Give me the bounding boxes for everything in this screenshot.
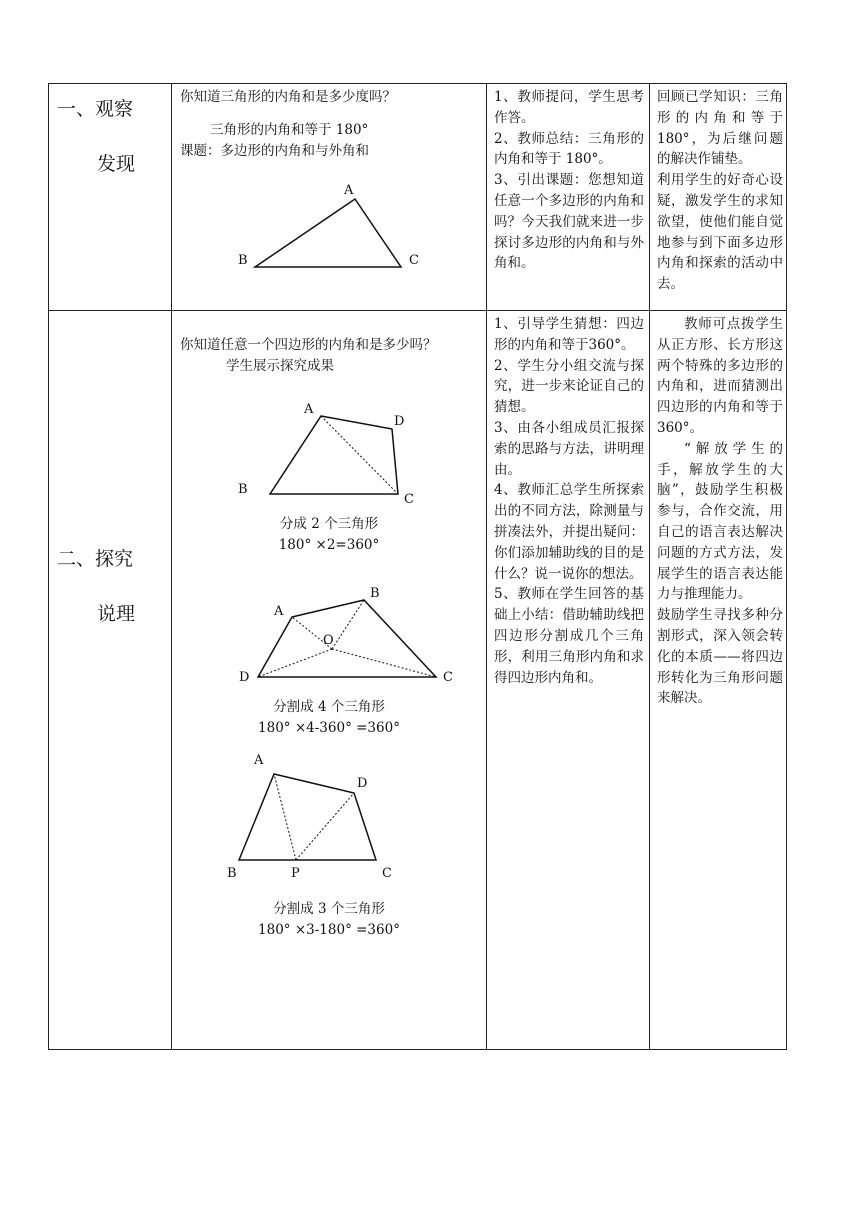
- row1-teacher-activity: [494, 87, 644, 274]
- quadrilateral-abcd: [258, 600, 436, 677]
- vertex-label-b: B: [370, 586, 380, 601]
- teacher-step-3: 3、引出课题：您想知道任意一个多边形的内角和吗？今天我们就来进一步探讨多边形的内角和与外角和。: [494, 172, 644, 272]
- column-divider: [171, 84, 172, 1049]
- topic-text: 课题：多边形的内角和与外角和: [180, 142, 369, 159]
- segment-oc: [332, 649, 436, 677]
- column-divider: [649, 84, 650, 1049]
- quadrilateral-figure-side-point: [224, 749, 464, 884]
- triangle-fact: 三角形的内角和等于 180°: [210, 121, 369, 138]
- intent-paragraph-2: 利用学生的好奇心设疑，激发学生的求知欲望，使他们能自觉地参与到下面多边形内角和探索的活动中去。: [657, 172, 783, 293]
- vertex-label-d: D: [239, 670, 250, 684]
- stage-line-1: 一、观察: [57, 98, 134, 120]
- intent-paragraph-2: “解放学生的手，解放学生的大脑”，鼓励学生积极参与，合作交流，用自己的语言表达解决问题的方式方法，发展学生的语言表达能力与推理能力。: [657, 440, 783, 603]
- teacher-step-5: 5、教师在学生回答的基础上小结：借助辅助线把四边形分割成几个三角形，利用三角形内角和求得四边形内角和。: [494, 586, 644, 686]
- prompt-text: 学生展示探究成果: [226, 357, 334, 374]
- teacher-step-1: 1、教师提问，学生思考作答。: [494, 89, 644, 126]
- segment-od: [258, 649, 332, 677]
- fig1-caption-block: [209, 514, 449, 556]
- teacher-step-2: 2、学生分小组交流与探究，进一步来论证自己的猜想。: [494, 357, 644, 416]
- fig3-caption: 分割成 3 个三角形: [273, 901, 385, 917]
- stage-label-explore: [57, 546, 169, 628]
- stage-line-1: 二、探究: [57, 548, 134, 570]
- vertex-label-b: B: [238, 482, 248, 497]
- segment-ob: [332, 600, 364, 649]
- row1-design-intent: [657, 87, 783, 295]
- vertex-label-c: C: [443, 670, 453, 684]
- question-text: 你知道三角形的内角和是多少度吗？: [180, 89, 396, 105]
- fig3-caption-block: [209, 899, 449, 941]
- fig2-caption: 分割成 4 个三角形: [273, 699, 385, 715]
- segment-pa: [274, 774, 296, 860]
- fig2-caption-block: [209, 697, 449, 739]
- vertex-label-c: C: [409, 253, 419, 268]
- fig1-caption: 分成 2 个三角形: [279, 516, 379, 532]
- vertex-label-d: D: [357, 776, 368, 791]
- fig2-formula: 180° ×4-360° =360°: [258, 719, 400, 736]
- vertex-label-a: A: [254, 753, 264, 768]
- vertex-label-a: A: [274, 604, 284, 619]
- intent-paragraph-1: 回顾已学知识：三角形的内角和等于180°，为后继问题的解决作铺垫。: [657, 89, 783, 168]
- row2-teacher-activity: [494, 314, 644, 688]
- segment-pd: [296, 793, 354, 860]
- vertex-label-d: D: [394, 414, 405, 429]
- quadrilateral-abcd: [270, 416, 398, 494]
- vertex-label-c: C: [404, 492, 414, 504]
- quadrilateral-figure-center-point: [224, 579, 464, 684]
- intent-paragraph-1: 教师可点拨学生从正方形、长方形这两个特殊的多边形的内角和，进而猜测出四边形的内角和等于360°。: [657, 316, 783, 436]
- vertex-label-b: B: [238, 253, 248, 268]
- point-label-p: P: [291, 866, 300, 881]
- column-divider: [486, 84, 487, 1049]
- quadrilateral-figure-diagonal: [224, 399, 444, 504]
- row2-question-block: [180, 335, 480, 377]
- teacher-step-3: 3、由各小组成员汇报探索的思路与方法，讲明理由。: [494, 419, 644, 478]
- teacher-step-2: 2、教师总结：三角形的内角和等于 180°。: [494, 130, 644, 168]
- vertex-label-a: A: [344, 183, 354, 198]
- teacher-step-4: 4、教师汇总学生所探索出的不同方法，除测量与拼凑法外，并提出疑问：你们添加辅助线的目的是什么？说一说你的想法。: [494, 482, 644, 582]
- stage-label-observe: [57, 96, 169, 178]
- intent-paragraph-3: 鼓励学生寻找多种分割形式，深入领会转化的本质——将四边形转化为三角形问题来解决。: [657, 607, 783, 707]
- row2-design-intent: [657, 314, 783, 709]
- fig1-formula: 180° ×2=360°: [278, 536, 380, 553]
- vertex-label-c: C: [382, 866, 392, 881]
- point-label-o: O: [323, 633, 334, 648]
- teacher-step-1: 1、引导学生猜想：四边形的内角和等于360°。: [494, 316, 644, 353]
- triangle-figure: [229, 179, 429, 274]
- row-divider: [49, 310, 786, 311]
- stage-line-2: 说理: [97, 603, 136, 625]
- vertex-label-b: B: [227, 866, 237, 881]
- triangle-abc: [255, 199, 401, 267]
- row1-content-cell: [180, 87, 480, 161]
- vertex-label-a: A: [304, 402, 314, 417]
- fig3-formula: 180° ×3-180° =360°: [258, 921, 400, 938]
- lesson-plan-table: [48, 83, 787, 1050]
- question-text: 你知道任意一个四边形的内角和是多少吗？: [180, 337, 437, 353]
- stage-line-2: 发现: [97, 153, 136, 175]
